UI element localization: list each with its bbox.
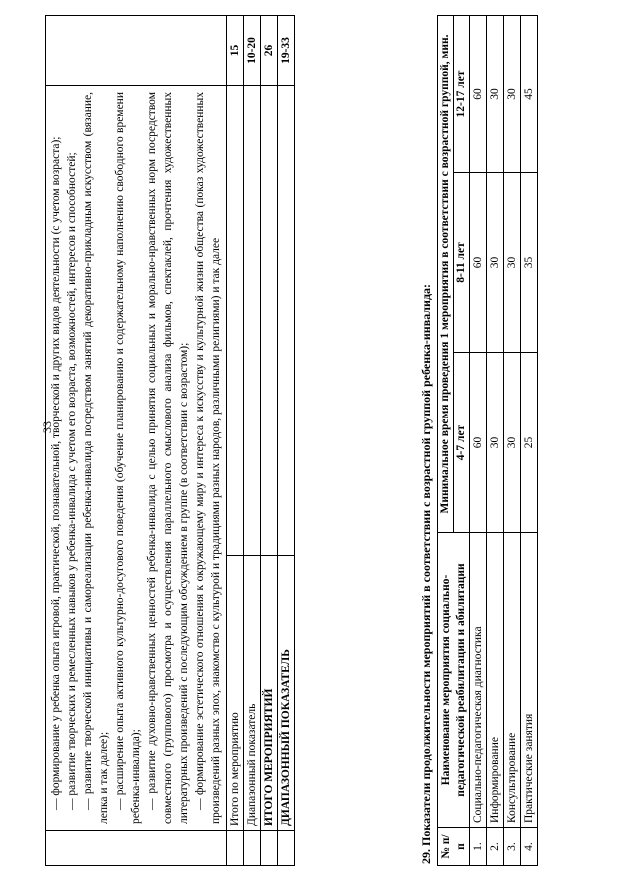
age-header: 4-7 лет: [454, 353, 470, 533]
duration-table: [437, 15, 538, 866]
summary-value: 26: [261, 16, 278, 86]
rotated-page-content: [45, 16, 617, 866]
summary-label: Диапазонный показатель: [244, 556, 261, 831]
summary-label: ИТОГО МЕРОПРИЯТИЙ: [261, 556, 278, 831]
paragraph: — развитие творческих и ремесленных навыков у ребенка-инвалида с учетом его возраста, возможностей, интересов и способностей;: [66, 152, 78, 810]
paragraph: — развитие творческой инициативы и самореализации ребенка-инвалида посредством занятий декоративно-прикладным искусством (вязание, лепка и так далее);: [82, 92, 110, 824]
paragraph: — развитие духовно-нравственных ценностей ребенка-инвалида с целью принятия социальных и морально-нравственных норм посредством совместного (группового) просмотра и осуществления параллельного смыслового анализа фильмов, спектаклей, прочтения художественных литературных произведений с последующим обсуждением в группе (в соответствии с возрастом);: [146, 92, 190, 824]
paragraph: — формирование у ребенка опыта игровой, практической, познавательной, творческой и других видов деятельности (с учетом возраста);: [50, 136, 62, 810]
activity-name: Информирование: [487, 533, 504, 828]
empty-cell: [227, 86, 244, 556]
duration-value: 30: [487, 353, 504, 533]
duration-value: 30: [504, 353, 521, 533]
duration-value: 35: [521, 173, 538, 353]
summary-row: [278, 16, 295, 866]
age-header: 12-17 лет: [454, 15, 470, 172]
duration-value: 30: [504, 15, 521, 172]
duration-value: 30: [487, 173, 504, 353]
summary-label: Итого по мероприятию: [227, 556, 244, 831]
duration-value: 60: [470, 173, 487, 353]
activity-name-header: Наименование мероприятия социально-педагогической реабилитации и абилитации: [438, 533, 470, 828]
empty-cell: [227, 831, 244, 866]
summary-value: 15: [227, 16, 244, 86]
duration-value: 30: [504, 173, 521, 353]
age-header: 8-11 лет: [454, 173, 470, 353]
row-number: 3.: [504, 828, 521, 866]
duration-value: 60: [470, 353, 487, 533]
summary-value: 19-33: [278, 16, 295, 86]
activity-name: Консультирование: [504, 533, 521, 828]
table-row: [521, 15, 538, 865]
summary-label: ДИАПАЗОННЫЙ ПОКАЗАТЕЛЬ: [278, 556, 295, 831]
empty-cell: [244, 831, 261, 866]
empty-cell: [261, 831, 278, 866]
table-row: [504, 15, 521, 865]
activity-name: Социально-педагогическая диагностика: [470, 533, 487, 828]
paragraph: — формирование эстетического отношения к окружающему миру и интереса к искусству и культурной жизни общества (показ художественных произведений разных эпох, знакомство с культурой и традициями разных народов, различными религиями) и так далее: [194, 92, 222, 824]
empty-cell: [244, 86, 261, 556]
duration-value: 25: [521, 353, 538, 533]
empty-cell: [46, 831, 227, 866]
summary-row: [244, 16, 261, 866]
empty-cell: [278, 831, 295, 866]
row-number: 2.: [487, 828, 504, 866]
paragraph: — расширение опыта активного культурно-досугового поведения (обучение планированию и содержательному наполнению свободного времени ребенка-инвалида);: [114, 92, 142, 824]
page-number: 33: [40, 421, 54, 433]
number-header: № п/п: [438, 828, 470, 866]
summary-row: [261, 16, 278, 866]
empty-cell: [261, 86, 278, 556]
description-row: [46, 16, 227, 866]
table-row: [487, 15, 504, 865]
row-number: 1.: [470, 828, 487, 866]
empty-cell: [278, 86, 295, 556]
time-group-header: Минимальное время проведения 1 мероприятия в соответствии с возрастной группой, мин.: [438, 15, 454, 532]
header-row: [438, 15, 454, 865]
activities-table: [45, 15, 295, 866]
summary-value: 10-20: [244, 16, 261, 86]
duration-value: 45: [521, 15, 538, 172]
section-title: 29. Показатели продолжительности мероприятий в соответствии с возрастной группой ребенка-инвалида:: [419, 283, 433, 864]
duration-value: 30: [487, 15, 504, 172]
row-number: 4.: [521, 828, 538, 866]
summary-row: [227, 16, 244, 866]
empty-cell: [46, 16, 227, 86]
duration-value: 60: [470, 15, 487, 172]
table-row: [470, 15, 487, 865]
description-cell: [46, 86, 227, 831]
activity-name: Практические занятия: [521, 533, 538, 828]
